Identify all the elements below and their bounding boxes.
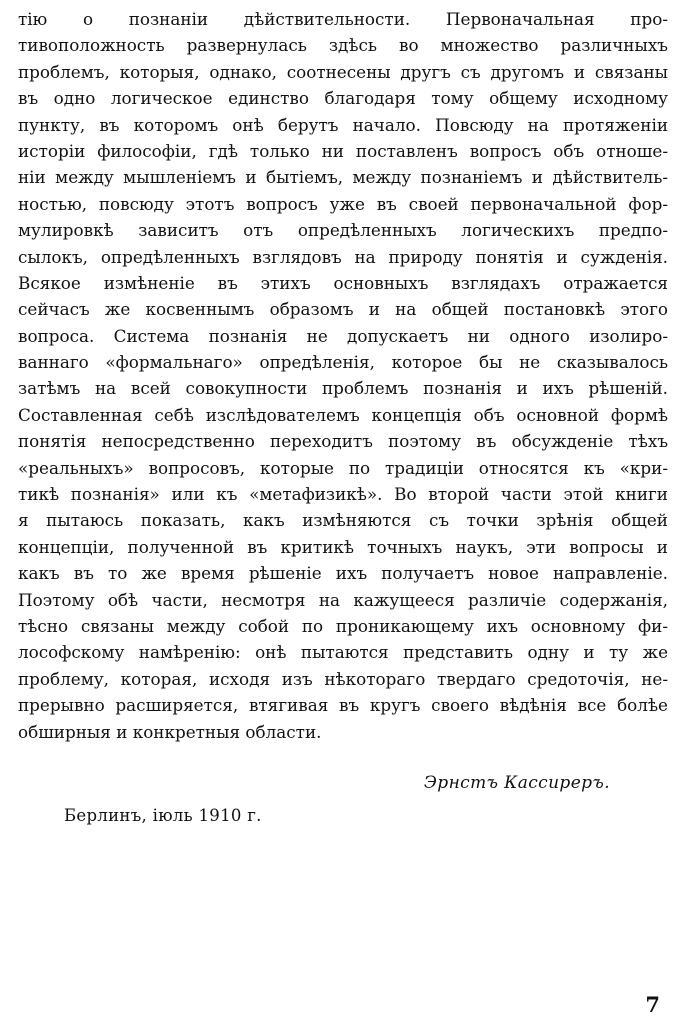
text-line: обширныя и конкретныя области.: [18, 721, 322, 742]
text-line: проблему, которая, исходя изъ нѣкотораго твердаго средоточія, не-: [18, 668, 668, 689]
text-line: вопроса. Система познанія не допускаетъ ни одного изолиро-: [18, 325, 668, 346]
text-line: понятія непосредственно переходитъ поэтому въ обсужденіе тѣхъ: [18, 431, 668, 452]
text-line: пункту, въ которомъ онѣ берутъ начало. Повсюду на протяженіи: [18, 114, 668, 135]
text-line: ніи между мышленіемъ и бытіемъ, между познаніемъ и дѣйствитель-: [18, 167, 668, 188]
text-line: тѣсно связаны между собой по проникающему ихъ основному фи-: [18, 615, 668, 636]
text-line: Составленная себѣ изслѣдователемъ концепція объ основной формѣ: [18, 404, 668, 425]
text-line: тію о познанiи дѣйствительности. Первоначальная про-: [18, 9, 668, 29]
text-line: я пытаюсь показать, какъ измѣняются съ точки зрѣнія общей: [18, 510, 668, 531]
text-line: въ одно логическое единство благодаря тому общему исходному: [18, 88, 668, 109]
text-line: сылокъ, опредѣленныхъ взглядовъ на природу понятія и сужденія.: [18, 246, 668, 267]
text-line: проблемъ, которыя, однако, соотнесены другъ съ другомъ и связаны: [18, 61, 668, 82]
text-line: Поэтому обѣ части, несмотря на кажущееся различіе содержанія,: [18, 589, 668, 610]
text-line: тикѣ познанія» или къ «метафизикѣ». Во второй части этой книги: [18, 484, 668, 505]
text-line: «реальныхъ» вопросовъ, которые по традиціи относятся къ «кри-: [18, 457, 668, 478]
text-line: исторіи философіи, гдѣ только ни поставленъ вопросъ объ отноше-: [18, 140, 668, 161]
text-line: Всякое измѣненіе въ этихъ основныхъ взглядахъ отражается: [18, 272, 668, 293]
page-number: 7: [645, 992, 660, 1017]
text-line: ностью, повсюду этотъ вопросъ уже въ своей первоначальной фор-: [18, 193, 668, 214]
body-paragraph: [18, 6, 668, 745]
text-line: ваннаго «формальнаго» опредѣленія, которое бы не сказывалось: [18, 352, 668, 373]
text-line: сейчасъ же косвеннымъ образомъ и на общей постановкѣ этого: [18, 299, 668, 320]
text-line: лософскому намѣренію: онѣ пытаются представить одну и ту же: [18, 642, 668, 663]
text-line: прерывно расширяется, втягивая въ кругъ своего вѣдѣнія все болѣе: [18, 695, 668, 716]
text-line: какъ въ то же время рѣшеніе ихъ получаетъ новое направленіе.: [18, 563, 668, 584]
text-line: затѣмъ на всей совокупности проблемъ познанія и ихъ рѣшеній.: [18, 378, 668, 399]
author-signature: Эрнстъ Кассиреръ.: [423, 773, 610, 793]
text-line: мулировкѣ зависитъ отъ опредѣленныхъ логическихъ предпо-: [18, 220, 668, 241]
text-line: концепціи, полученной въ критикѣ точныхъ наукъ, эти вопросы и: [18, 536, 668, 557]
place-date-line: Берлинъ, іюль 1910 г.: [64, 806, 262, 825]
text-line: тивоположность развернулась здѣсь во множество различныхъ: [18, 35, 668, 56]
